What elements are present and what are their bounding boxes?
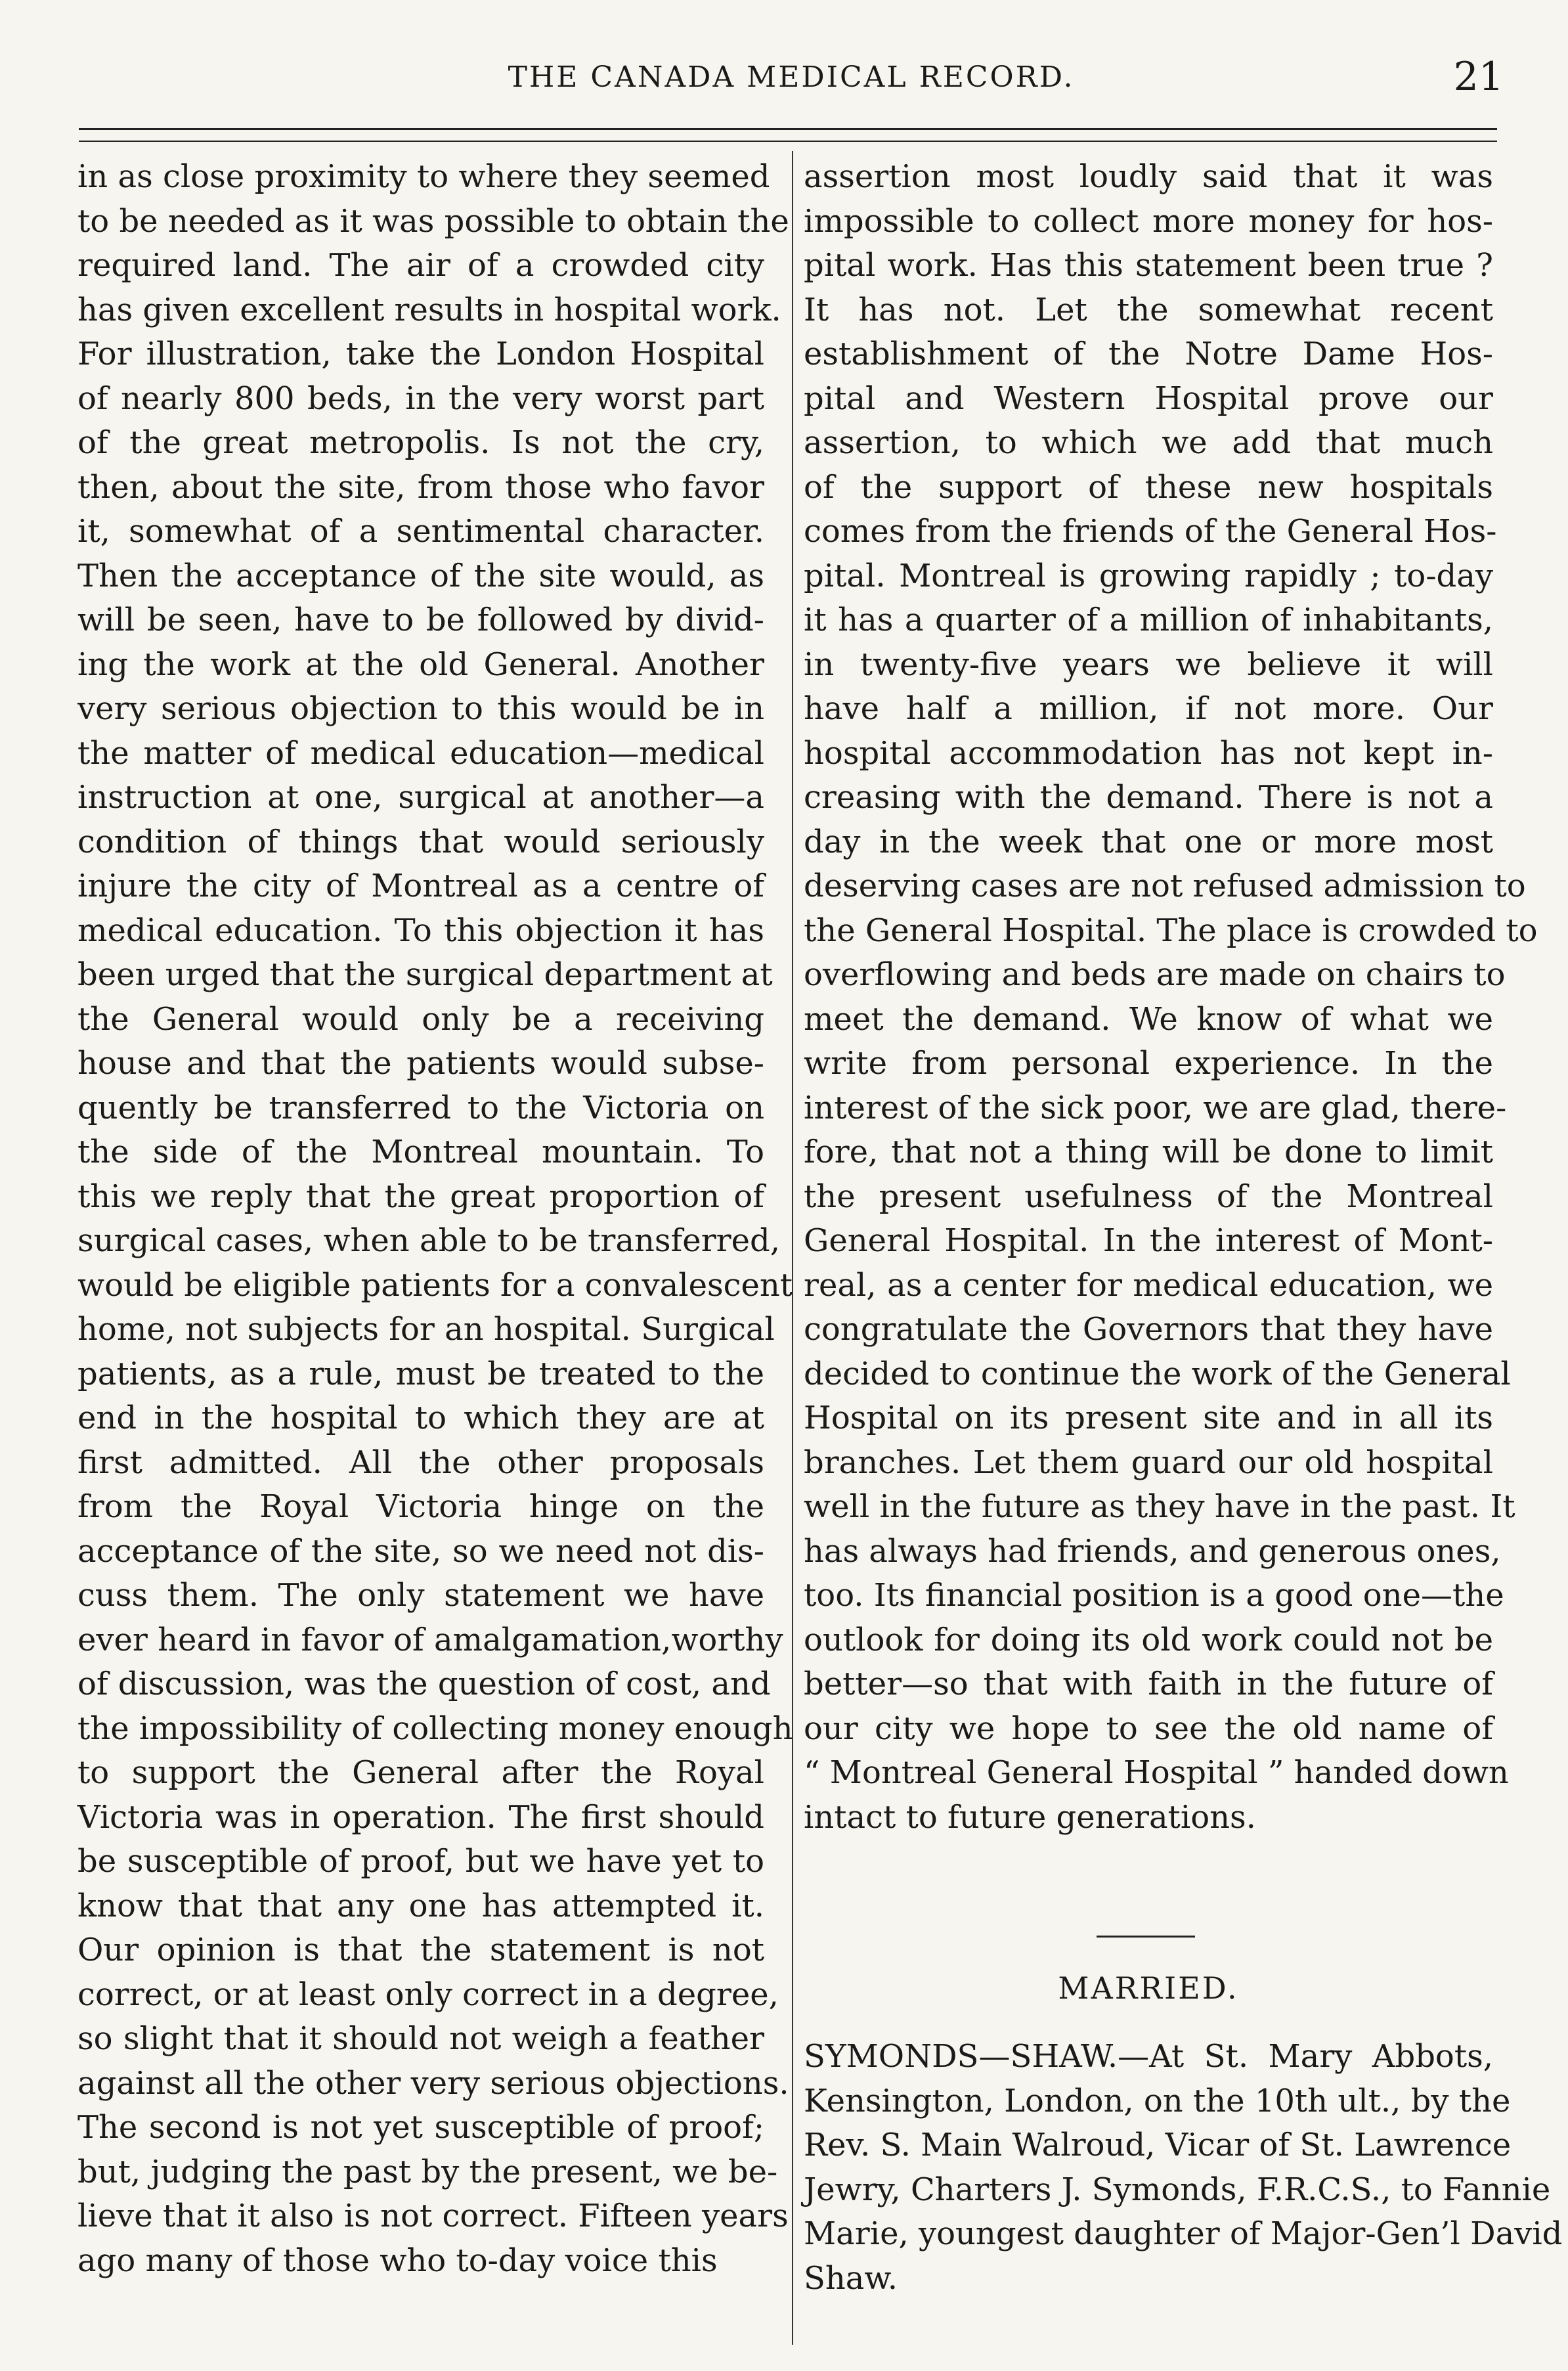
header-rule-top — [79, 128, 1497, 130]
left-column — [77, 155, 793, 2283]
text-line: interest of the sick poor, we are glad, there- — [804, 1089, 1507, 1126]
text-line: General Hospital. In the interest of Mont- — [804, 1222, 1493, 1259]
text-line: so slight that it should not weigh a feather — [77, 2020, 764, 2057]
married-notice — [804, 2035, 1563, 2301]
text-line: against all the other very serious objections. — [77, 2064, 789, 2102]
text-line: ago many of those who to-day voice this — [77, 2242, 718, 2279]
text-line: in as close proximity to where they seemed — [77, 158, 770, 195]
text-line: Shaw. — [804, 2259, 898, 2297]
text-line: quently be transferred to the Victoria on — [77, 1089, 764, 1126]
text-line: Kensington, London, on the 10th ult., by the — [804, 2082, 1511, 2119]
text-line: our city we hope to see the old name of — [804, 1710, 1493, 1747]
running-title: THE CANADA MEDICAL RECORD. — [508, 60, 1075, 94]
text-line: pital. Montreal is growing rapidly ; to-day — [804, 557, 1493, 594]
text-line: congratulate the Governors that they have — [804, 1311, 1493, 1348]
married-heading: MARRIED. — [1058, 1970, 1239, 2006]
text-line: of nearly 800 beds, in the very worst part — [77, 380, 764, 417]
text-line: real, as a center for medical education, we — [804, 1266, 1493, 1304]
text-line: Our opinion is that the statement is not — [77, 1932, 764, 1968]
text-line: For illustration, take the London Hospital — [77, 336, 764, 372]
text-line: medical education. To this objection it has — [77, 912, 764, 949]
page-header — [79, 54, 1504, 113]
text-line: Jewry, Charters J. Symonds, F.R.C.S., to Fannie — [804, 2171, 1551, 2208]
text-line: injure the city of Montreal as a centre of — [77, 868, 764, 904]
text-line: the matter of medical education—medical — [77, 734, 764, 772]
text-line: house and that the patients would subse- — [77, 1045, 764, 1082]
text-line: required land. The air of a crowded city — [77, 247, 764, 284]
text-line: decided to continue the work of the General — [804, 1355, 1511, 1392]
text-line: will be seen, have to be followed by divid- — [77, 602, 764, 638]
text-line: this we reply that the great proportion of — [77, 1178, 764, 1215]
text-line: surgical cases, when able to be transferred, — [77, 1222, 780, 1259]
text-line: SYMONDS—SHAW.—At St. Mary Abbots, — [804, 2038, 1493, 2075]
text-line: pital and Western Hospital prove our — [804, 380, 1493, 417]
text-line: lieve that it also is not correct. Fifteen years — [77, 2198, 789, 2234]
text-line: to be needed as it was possible to obtain the — [77, 202, 789, 240]
text-line: Marie, youngest daughter of Major-Gen’l David — [804, 2215, 1563, 2252]
text-line: home, not subjects for an hospital. Surgical — [77, 1311, 775, 1348]
text-line: assertion, to which we add that much — [804, 424, 1493, 461]
text-line: write from personal experience. In the — [804, 1045, 1493, 1082]
text-line: the side of the Montreal mountain. To — [77, 1134, 764, 1170]
text-line: in twenty-five years we believe it will — [804, 646, 1493, 683]
text-line: acceptance of the site, so we need not dis- — [77, 1532, 764, 1570]
text-line: deserving cases are not refused admission to — [804, 868, 1526, 904]
text-line: have half a million, if not more. Our — [804, 690, 1493, 727]
text-line: correct, or at least only correct in a degree, — [77, 1976, 779, 2013]
text-line: first admitted. All the other proposals — [77, 1444, 764, 1481]
text-line: the present usefulness of the Montreal — [804, 1178, 1493, 1215]
text-line: Then the acceptance of the site would, as — [77, 557, 764, 594]
text-line: meet the demand. We know of what we — [804, 1000, 1493, 1038]
text-line: the General Hospital. The place is crowded to — [804, 912, 1538, 949]
text-line: cuss them. The only statement we have — [77, 1577, 764, 1614]
text-line: branches. Let them guard our old hospital — [804, 1444, 1493, 1481]
text-line: of the support of these new hospitals — [804, 468, 1493, 506]
text-line: has given excellent results in hospital work. — [77, 291, 781, 328]
text-line: impossible to collect more money for hos- — [804, 202, 1493, 240]
text-line: instruction at one, surgical at another—a — [77, 779, 764, 816]
text-line: establishment of the Notre Dame Hos- — [804, 336, 1493, 372]
text-line: outlook for doing its old work could not be — [804, 1621, 1493, 1658]
text-line: condition of things that would seriously — [77, 823, 764, 860]
text-line: ever heard in favor of amalgamation,worthy — [77, 1621, 783, 1658]
text-line: Victoria was in operation. The first should — [77, 1798, 764, 1836]
text-line: of discussion, was the question of cost, and — [77, 1666, 771, 1702]
text-line: it, somewhat of a sentimental character. — [77, 513, 764, 550]
text-line: the General would only be a receiving — [77, 1000, 764, 1038]
text-line: better—so that with faith in the future of — [804, 1666, 1493, 1702]
text-line: know that that any one has attempted it. — [77, 1887, 764, 1924]
text-line: the impossibility of collecting money enough — [77, 1710, 793, 1747]
text-line: it has a quarter of a million of inhabitants, — [804, 602, 1493, 638]
right-column — [804, 155, 1538, 1840]
text-line: has always had friends, and generous ones, — [804, 1532, 1501, 1570]
text-line: overflowing and beds are made on chairs to — [804, 956, 1506, 993]
text-line: Hospital on its present site and in all its — [804, 1400, 1493, 1436]
text-line: hospital accommodation has not kept in- — [804, 734, 1493, 772]
text-line: too. Its financial position is a good one—the — [804, 1577, 1504, 1614]
text-line: patients, as a rule, must be treated to the — [77, 1355, 764, 1392]
page-number: 21 — [1453, 54, 1504, 100]
text-line: very serious objection to this would be in — [77, 690, 764, 727]
text-line: well in the future as they have in the past. It — [804, 1488, 1515, 1525]
header-rule-bottom — [79, 141, 1497, 142]
text-line: been urged that the surgical department at — [77, 956, 773, 993]
text-line: from the Royal Victoria hinge on the — [77, 1488, 764, 1525]
text-line: but, judging the past by the present, we be- — [77, 2153, 778, 2190]
text-line: Rev. S. Main Walroud, Vicar of St. Lawrence — [804, 2127, 1512, 2163]
text-line: pital work. Has this statement been true ? — [804, 247, 1493, 284]
text-line: of the great metropolis. Is not the cry, — [77, 424, 764, 461]
text-line: to support the General after the Royal — [77, 1754, 764, 1791]
text-line: fore, that not a thing will be done to limit — [804, 1134, 1493, 1170]
text-line: It has not. Let the somewhat recent — [804, 291, 1493, 328]
text-line: The second is not yet susceptible of proof; — [77, 2109, 764, 2146]
text-line: day in the week that one or more most — [804, 823, 1493, 860]
text-line: “ Montreal General Hospital ” handed down — [804, 1754, 1509, 1791]
text-line: assertion most loudly said that it was — [804, 158, 1493, 195]
text-line: ing the work at the old General. Another — [77, 646, 764, 683]
column-divider — [792, 151, 793, 2345]
section-separator — [1097, 1936, 1195, 1938]
text-line: be susceptible of proof, but we have yet to — [77, 1843, 764, 1880]
text-line: would be eligible patients for a convalescent — [77, 1266, 793, 1304]
text-line: then, about the site, from those who favor — [77, 468, 764, 506]
text-line: creasing with the demand. There is not a — [804, 779, 1493, 816]
text-line: end in the hospital to which they are at — [77, 1400, 764, 1436]
text-line: intact to future generations. — [804, 1798, 1256, 1836]
text-line: comes from the friends of the General Hos- — [804, 513, 1497, 550]
